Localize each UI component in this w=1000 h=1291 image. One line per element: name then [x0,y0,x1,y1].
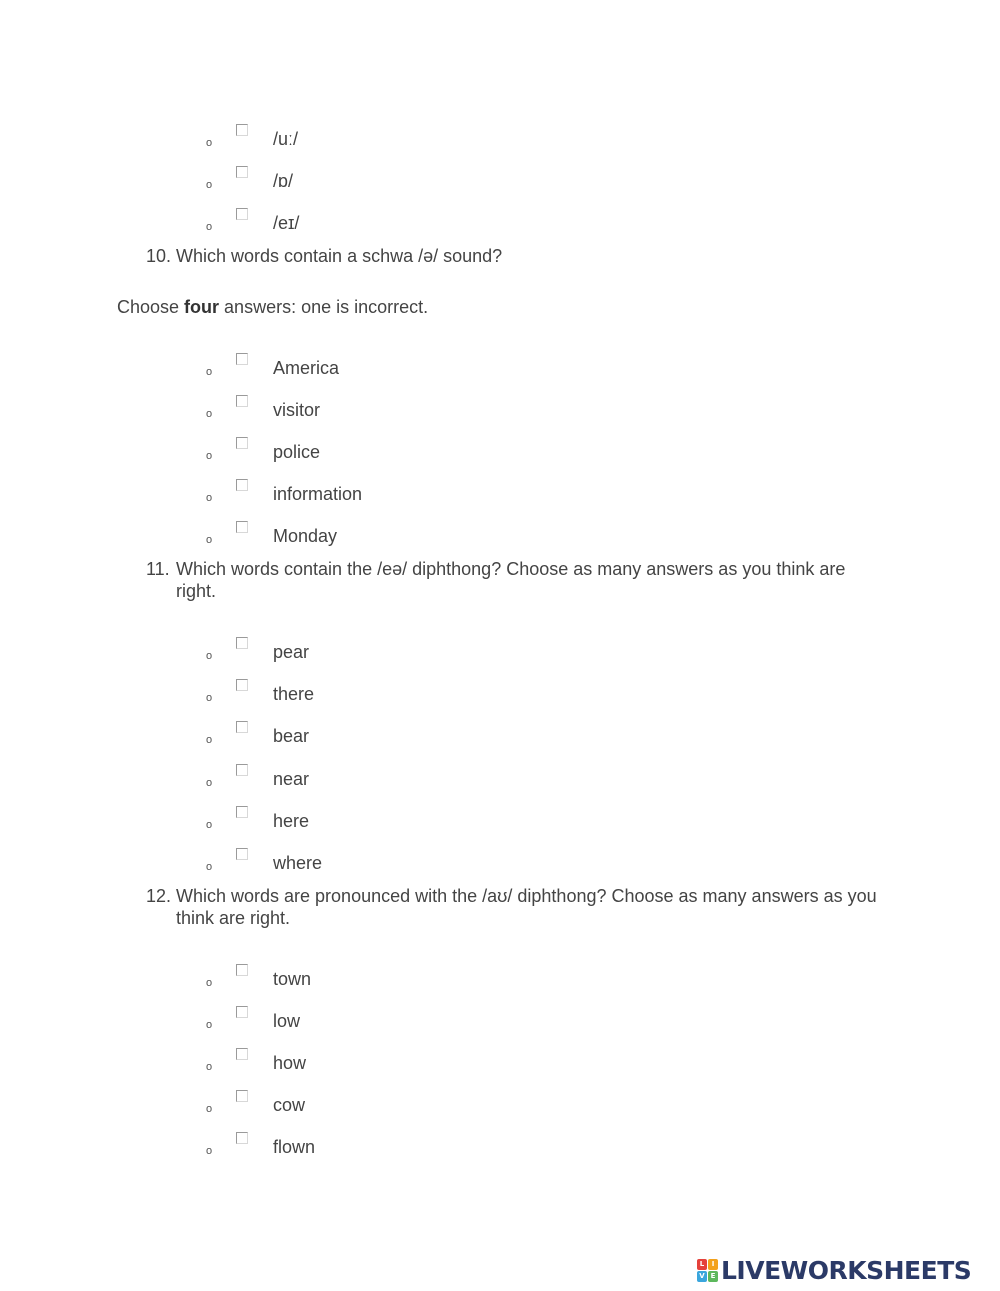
q12-option-2-checkbox[interactable] [236,1006,248,1018]
q9-option-1[interactable] [0,124,600,158]
q11-option-2-checkbox[interactable] [236,679,248,691]
question-12-text: Which words are pronounced with the /aʊ/ diphthong? Choose as many answers as you think are right. [176,886,877,928]
question-11-text: Which words contain the /eə/ diphthong? Choose as many answers as you think are right. [176,559,846,601]
liveworksheets-icon [697,1259,718,1283]
q10-option-4[interactable] [0,479,600,513]
question-11-number: 11. [146,559,170,579]
question-10-instruction [117,296,428,318]
q10-option-4-label: information [273,484,363,504]
q12-option-5[interactable] [0,1132,600,1166]
bullet: o [206,1145,213,1157]
q12-option-5-checkbox[interactable] [236,1132,248,1144]
q9-option-2-label: /ɒ/ [273,171,294,191]
bullet: o [206,366,213,378]
logo-tile-i: I [708,1259,718,1270]
bullet: o [206,450,213,462]
q10-option-1[interactable] [0,353,600,387]
bullet: o [206,861,213,873]
q12-option-2[interactable] [0,1006,600,1040]
q12-option-1[interactable] [0,964,600,998]
q11-option-3[interactable] [0,721,600,755]
q10-option-1-label: America [273,358,340,378]
q9-option-1-checkbox[interactable] [236,124,248,136]
q10-option-4-checkbox[interactable] [236,479,248,491]
question-10-number: 10. [146,246,172,266]
q11-option-6-label: where [273,853,323,873]
q12-option-4[interactable] [0,1090,600,1124]
q11-option-6[interactable] [0,848,600,882]
bullet: o [206,977,213,989]
q12-option-1-checkbox[interactable] [236,964,248,976]
bullet: o [206,777,213,789]
q9-option-3[interactable] [0,208,600,242]
q10-option-5[interactable] [0,521,600,555]
q9-option-3-label: /eɪ/ [273,213,300,233]
q10-option-3-label: police [273,442,321,462]
instruction-bold: four [184,297,220,317]
q10-option-3[interactable] [0,437,600,471]
q12-option-2-label: low [273,1011,301,1031]
q12-option-1-label: town [273,969,312,989]
q11-option-2[interactable] [0,679,600,713]
q10-option-2-label: visitor [273,400,321,420]
bullet: o [206,650,213,662]
q10-option-5-checkbox[interactable] [236,521,248,533]
q11-option-4-checkbox[interactable] [236,764,248,776]
bullet: o [206,137,213,149]
bullet: o [206,1019,213,1031]
bullet: o [206,492,213,504]
question-12-number: 12. [146,886,172,906]
q12-option-3-checkbox[interactable] [236,1048,248,1060]
q11-option-1[interactable] [0,637,600,671]
logo-tile-l: L [697,1259,707,1270]
q10-option-2-checkbox[interactable] [236,395,248,407]
bullet: o [206,534,213,546]
q9-option-2[interactable] [0,166,600,200]
bullet: o [206,1061,213,1073]
bullet: o [206,692,213,704]
q9-option-3-checkbox[interactable] [236,208,248,220]
q11-option-5[interactable] [0,806,600,840]
q12-option-3-label: how [273,1053,307,1073]
q10-option-5-label: Monday [273,526,338,546]
q10-option-1-checkbox[interactable] [236,353,248,365]
q11-option-5-label: here [273,811,310,831]
logo-tile-v: V [697,1271,707,1282]
q12-option-5-label: flown [273,1137,316,1157]
question-10-text: Which words contain a schwa /ə/ sound? [176,246,503,266]
instruction-suffix: answers: one is incorrect. [219,297,429,317]
q12-option-4-label: cow [273,1095,306,1115]
bullet: o [206,1103,213,1115]
q11-option-5-checkbox[interactable] [236,806,248,818]
q11-option-2-label: there [273,684,315,704]
question-12 [146,885,886,929]
q11-option-1-label: pear [273,642,310,662]
q11-option-4[interactable] [0,764,600,798]
liveworksheets-wordmark: LIVEWORKSHEETS [721,1256,972,1285]
instruction-prefix: Choose [117,297,185,317]
bullet: o [206,819,213,831]
q11-option-6-checkbox[interactable] [236,848,248,860]
question-11 [146,558,886,602]
bullet: o [206,408,213,420]
liveworksheets-logo[interactable] [697,1256,971,1286]
bullet: o [206,221,213,233]
q11-option-4-label: near [273,769,310,789]
question-10 [146,245,886,267]
q11-option-3-label: bear [273,726,310,746]
q10-option-2[interactable] [0,395,600,429]
q11-option-3-checkbox[interactable] [236,721,248,733]
q11-option-1-checkbox[interactable] [236,637,248,649]
q12-option-4-checkbox[interactable] [236,1090,248,1102]
bullet: o [206,179,213,191]
q12-option-3[interactable] [0,1048,600,1082]
q9-option-2-checkbox[interactable] [236,166,248,178]
logo-tile-e: E [708,1271,718,1282]
q10-option-3-checkbox[interactable] [236,437,248,449]
bullet: o [206,734,213,746]
q9-option-1-label: /uː/ [273,129,299,149]
